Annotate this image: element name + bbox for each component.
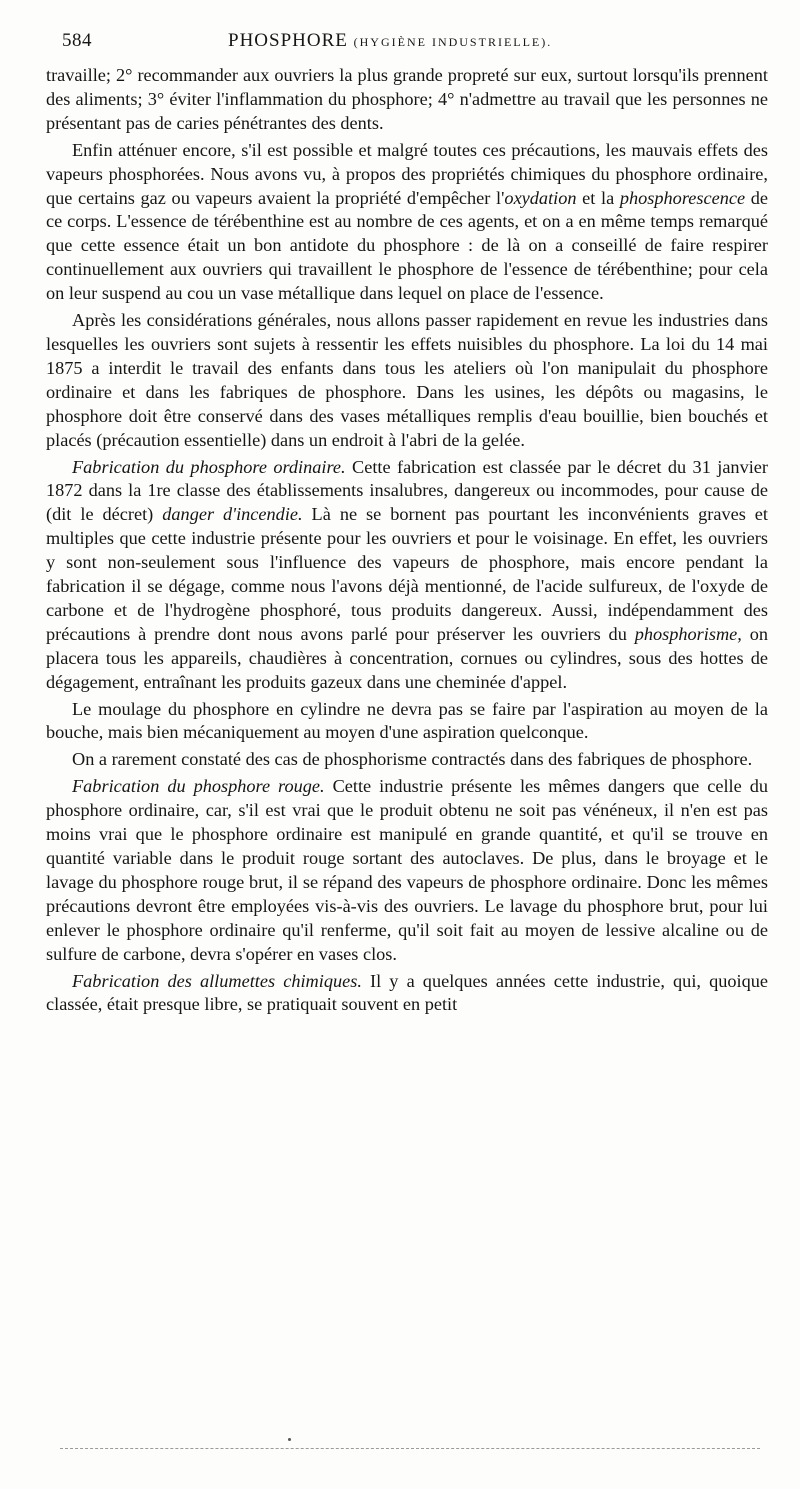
paragraph-8-text: Il y a quelques années cette industrie, qui, quoique classée, était presque libre, se pratiquait souvent en petit — [46, 970, 768, 1015]
footer-dot — [288, 1438, 291, 1441]
section-title-phosphore-rouge: Fabrication du phosphore rouge. — [72, 776, 325, 797]
section-title-allumettes: Fabrication des allumettes chimiques. — [72, 970, 362, 991]
paragraph-4-text-a: Cette fabrication est classée par le décret du 31 janvier 1872 dans la 1re classe des établissements insalubres, dangereux ou incommodes, pour cause de (dit le décret) — [46, 456, 768, 525]
paragraph-4-italic-phosphorisme: phosphorisme, — [634, 623, 742, 644]
paragraph-3: Après les considérations générales, nous allons passer rapidement en revue les industries dans lesquelles les ouvriers sont sujets à ressentir les effets nuisibles du phosphore. La loi du 14 mai 1875 a interdit le travail des enfants dans tous les ateliers où l'on manipulait du phosphore ordinaire et dans les fabriques de phosphore. Dans les usines, les dépôts ou magasins, le phosphore doit être conservé dans des vases métalliques remplis d'eau bouillie, bien bouchés et placés (précaution essentielle) dans un endroit à l'abri de la gelée. — [46, 310, 768, 450]
paragraph-6: On a rarement constaté des cas de phosphorisme contractés dans des fabriques de phosphore. — [72, 749, 753, 770]
paragraph-1: travaille; 2° recommander aux ouvriers la plus grande propreté sur eux, surtout lorsqu'ils prennent des aliments; 3° éviter l'inflammation du phosphore; 4° n'admettre au travail que les personnes ne présentant pas de caries pénétrantes des dents. — [46, 65, 768, 133]
running-title-sub: (HYGIÈNE INDUSTRIELLE). — [353, 35, 553, 49]
paragraph-2-italic-oxydation: oxydation — [504, 187, 577, 208]
paragraph-7-text: Cette industrie présente les mêmes dangers que celle du phosphore ordinaire, car, s'il est vrai que le produit obtenu ne soit pas vénéneux, il n'en est pas moins vrai que le phosphore ordinaire est manipulé en grande quantité, et qu'il se trouve en quantité variable dans le produit rouge sortant des autoclaves. De plus, dans le broyage et le lavage du phosphore rouge brut, il se répand des vapeurs de phosphore ordinaire. Donc les mêmes précautions devront être employées vis-à-vis des ouvriers. Le lavage du phosphore brut, pour lui enlever le phosphore ordinaire qu'il renferme, qu'il soit fait au moyen de lessive alcaline ou de sulfure de carbone, devra s'opérer en vases clos. — [46, 776, 768, 964]
paragraph-5: Le moulage du phosphore en cylindre ne devra pas se faire par l'aspiration au moyen de la bouche, mais bien mécaniquement au moyen d'une aspiration quelconque. — [46, 698, 768, 743]
paragraph-4-italic-danger: danger d'incendie. — [162, 504, 303, 525]
paragraph-7 — [46, 775, 768, 966]
section-title-phosphore-ordinaire: Fabrication du phosphore ordinaire. — [72, 456, 346, 477]
paragraph-2-italic-phosphorescence: phosphorescence — [619, 187, 746, 208]
paragraph-4 — [46, 456, 768, 695]
running-head — [62, 30, 762, 60]
body-text — [46, 64, 768, 1017]
paragraph-4-text-b: Là ne se bornent pas pourtant les inconvénients graves et multiples que cette industrie présente pour les ouvriers et pour le voisinage. En effet, les ouvriers y sont non-seulement sous l'influence des vapeurs de phosphore, mais encore pendant la fabrication il se dégage, comme nous l'avons déjà mentionné, de l'acide sulfureux, de l'oxyde de carbone et de l'hydrogène phosphoré, tous produits dangereux. Aussi, indépendamment des précautions à prendre dont nous avons parlé pour préserver les ouvriers du — [46, 504, 769, 644]
page-number: 584 — [62, 30, 92, 51]
paragraph-2 — [46, 139, 768, 306]
footer-dashed-rule — [60, 1448, 760, 1449]
running-title — [228, 30, 552, 52]
paragraph-2-text-a: Enfin atténuer encore, s'il est possible et malgré toutes ces précautions, les mauvais effets des vapeurs phosphorées. Nous avons vu, à propos des propriétés chimiques du phosphore ordinaire, que certains gaz ou vapeurs avaient la propriété d'empêcher l' — [46, 139, 768, 208]
paragraph-2-text-c: de ce corps. L'essence de térébenthine est au nombre de ces agents, et on a en même temps remarqué que cette essence était un bon antidote du phosphore : de là on a conseillé de faire respirer continuellement aux ouvriers qui travaillent le phosphore de l'essence de térébenthine; pour cela on leur suspend au cou un vase métallique dans lequel on place de l'essence. — [46, 187, 768, 304]
paragraph-8 — [46, 970, 768, 1018]
paragraph-2-text-b: et la — [576, 187, 620, 208]
running-title-main: PHOSPHORE — [228, 30, 348, 51]
paragraph-4-text-c: on placera tous les appareils, chaudières à concentration, cornues ou cylindres, sous des hottes de dégagement, entraînant les produits gazeux dans une cheminée d'appel. — [46, 623, 768, 692]
